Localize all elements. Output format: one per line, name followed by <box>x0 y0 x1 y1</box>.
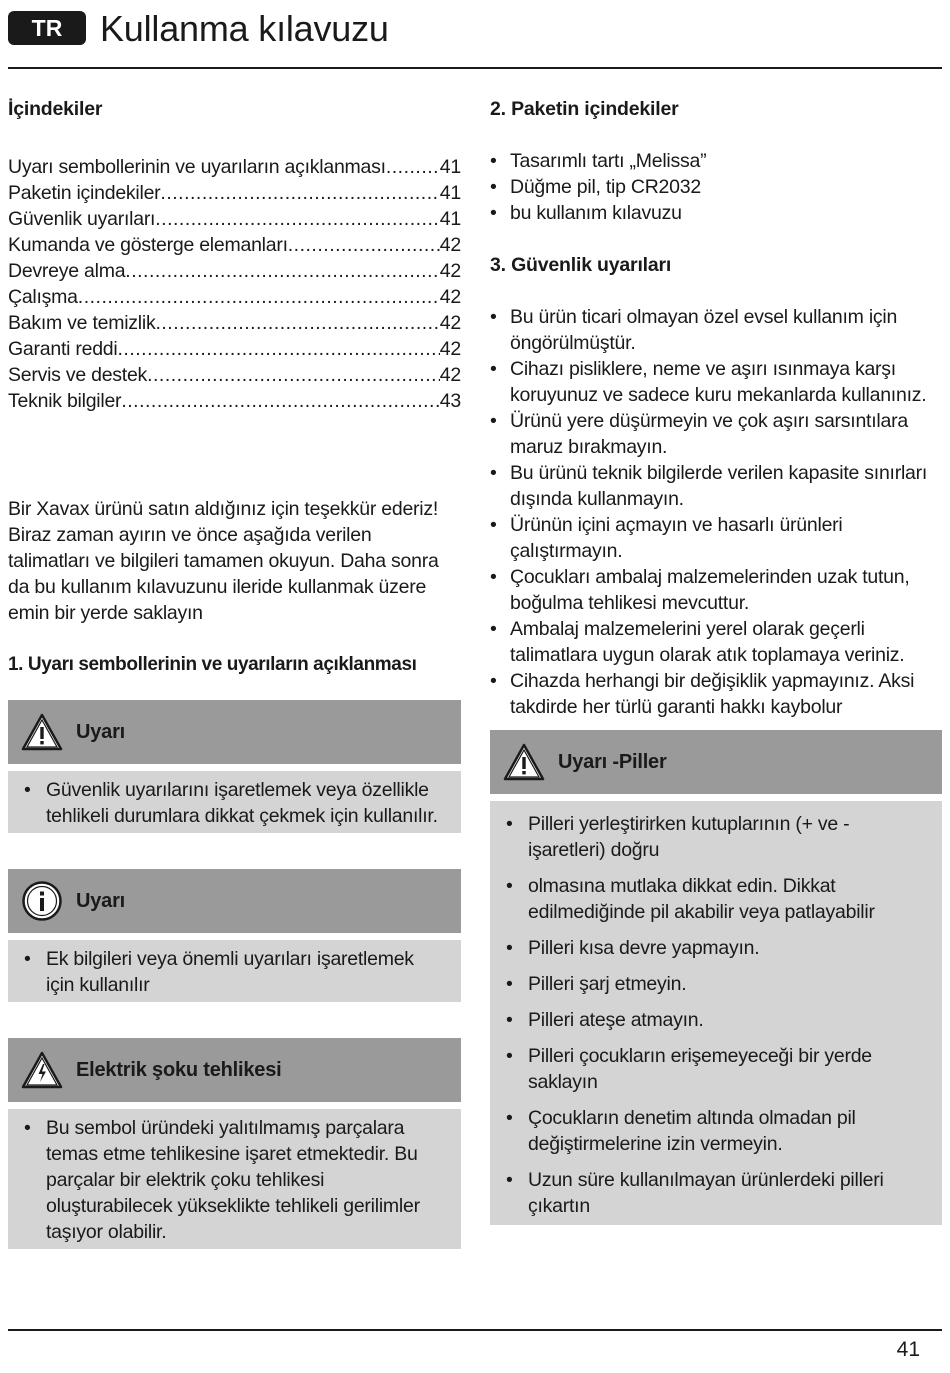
toc-heading: İçindekiler <box>8 98 103 120</box>
warning-triangle-icon <box>20 710 64 754</box>
info-circle-icon <box>20 879 64 923</box>
electric-shock-icon <box>20 1048 64 1092</box>
list-item: • Tasarımlı tartı „Melissa” <box>490 148 942 174</box>
warning-body <box>490 801 942 1225</box>
list-item: • Pilleri yerleştirirken kutuplarının (+ ve - işaretleri) doğru <box>504 811 928 863</box>
list-item: • Pilleri kısa devre yapmayın. <box>504 935 928 961</box>
list-item: • Ambalaj malzemelerini yerel olarak geçerli talimatlara uygun olarak atık toplamaya veriniz. <box>490 616 942 668</box>
safety-list <box>490 304 942 720</box>
warning-text: • Güvenlik uyarılarını işaretlemek veya özellikle tehlikeli durumlara dikkat çekmek için kullanılır. <box>22 777 447 829</box>
warning-body <box>8 1109 461 1249</box>
list-item: • Çocukları ambalaj malzemelerinden uzak tutun, boğulma tehlikesi mevcuttur. <box>490 564 942 616</box>
toc-entry[interactable]: Teknik bilgiler ..... 43 <box>8 388 461 414</box>
language-badge: TR <box>8 11 86 45</box>
warning-label: Uyarı <box>76 720 126 743</box>
toc-entry[interactable]: Uyarı sembollerinin ve uyarıların açıklanması ..... 41 <box>8 154 461 180</box>
footer-divider <box>8 1329 942 1331</box>
list-item: • Cihazı pisliklere, neme ve aşırı ısınmaya karşı koruyunuz ve sadece kuru mekanlarda kullanınız. <box>490 356 942 408</box>
warning-header <box>8 700 461 764</box>
warning-triangle-icon <box>502 740 546 784</box>
list-item: • Çocukların denetim altında olmadan pil değiştirmelerine izin vermeyin. <box>504 1105 928 1157</box>
package-contents-list <box>490 148 942 226</box>
list-item: • olmasına mutlaka dikkat edin. Dikkat edilmediğinde pil akabilir veya patlayabilir <box>504 873 928 925</box>
warning-text: • Ek bilgileri veya önemli uyarıları işaretlemek için kullanılır <box>22 946 447 998</box>
right-column <box>490 90 942 1225</box>
toc-entry[interactable]: Devreye alma ..... 42 <box>8 258 461 284</box>
warning-box-info <box>8 869 461 1002</box>
toc-entry[interactable]: Bakım ve temizlik ..... 42 <box>8 310 461 336</box>
list-item: • bu kullanım kılavuzu <box>490 200 942 226</box>
warning-box-electric <box>8 1038 461 1249</box>
page-number: 41 <box>896 1338 920 1361</box>
toc-entry[interactable]: Garanti reddi ..... 42 <box>8 336 461 362</box>
warning-header <box>490 730 942 794</box>
list-item: • Pilleri şarj etmeyin. <box>504 971 928 997</box>
list-item: • Pilleri çocukların erişemeyeceği bir yerde saklayın <box>504 1043 928 1095</box>
list-item: • Cihazda herhangi bir değişiklik yapmayınız. Aksi takdirde her türlü garanti hakkı kaybolur <box>490 668 942 720</box>
section-2-heading: 2. Paketin içindekiler <box>490 98 679 120</box>
warning-header <box>8 869 461 933</box>
toc-entry[interactable]: Servis ve destek ..... 42 <box>8 362 461 388</box>
warning-label: Uyarı <box>76 889 126 912</box>
list-item: • Bu ürün ticari olmayan özel evsel kullanım için öngörülmüştür. <box>490 304 942 356</box>
toc-entry[interactable]: Çalışma ..... 42 <box>8 284 461 310</box>
list-item: • Bu ürünü teknik bilgilerde verilen kapasite sınırları dışında kullanmayın. <box>490 460 942 512</box>
list-item: • Uzun süre kullanılmayan ürünlerdeki pilleri çıkartın <box>504 1167 928 1219</box>
intro-paragraph: Bir Xavax ürünü satın aldığınız için teşekkür ederiz! Biraz zaman ayırın ve önce aşağıda verilen talimatları ve bilgileri tamamen okuyun. Daha sonra da bu kullanım kılavuzunu ileride kullanmak üzere emin bir yerde saklayın <box>8 498 439 624</box>
header-divider <box>8 67 942 69</box>
warning-box-general <box>8 700 461 833</box>
warning-body <box>8 771 461 833</box>
warning-box-batteries <box>490 730 942 1225</box>
list-item: • Ürünü yere düşürmeyin ve çok aşırı sarsıntılara maruz bırakmayın. <box>490 408 942 460</box>
toc-entry[interactable]: Güvenlik uyarıları ..... 41 <box>8 206 461 232</box>
document-title: Kullanma kılavuzu <box>100 8 389 49</box>
warning-text: • Bu sembol üründeki yalıtılmamış parçalara temas etme tehlikesine işaret etmektedir. Bu parçalar bir elektrik çoku tehlikesi oluşturabilecek yükseklikte tehlikeli gerilimler taşıyor olabilir. <box>22 1115 447 1245</box>
section-1-heading: 1. Uyarı sembollerinin ve uyarıların açıklanması <box>8 654 417 675</box>
section-3-heading: 3. Güvenlik uyarıları <box>490 254 672 276</box>
warning-header <box>8 1038 461 1102</box>
list-item: • Ürünün içini açmayın ve hasarlı ürünleri çalıştırmayın. <box>490 512 942 564</box>
list-item: • Pilleri ateşe atmayın. <box>504 1007 928 1033</box>
warning-label: Elektrik şoku tehlikesi <box>76 1058 282 1081</box>
list-item: • Düğme pil, tip CR2032 <box>490 174 942 200</box>
page-header <box>0 0 950 70</box>
left-column <box>8 90 461 1249</box>
toc-entry[interactable]: Kumanda ve gösterge elemanları ..... 42 <box>8 232 461 258</box>
table-of-contents <box>8 154 461 414</box>
warning-label: Uyarı -Piller <box>558 750 667 773</box>
warning-body <box>8 940 461 1002</box>
toc-entry[interactable]: Paketin içindekiler ..... 41 <box>8 180 461 206</box>
